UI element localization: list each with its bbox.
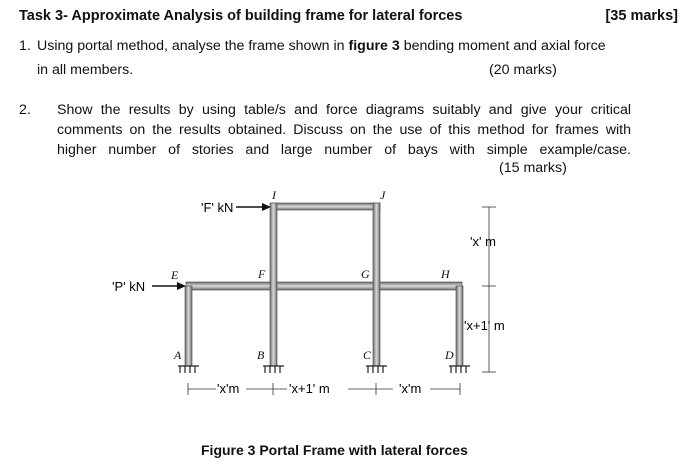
- column-a: [185, 286, 192, 366]
- dim-label-lower-height: 'x+1' m: [464, 318, 505, 333]
- dim-label-span-cd: 'x'm: [399, 381, 422, 396]
- dim-label-upper-height: 'x' m: [470, 234, 496, 249]
- load-label-p: 'P' kN: [112, 279, 146, 294]
- figure-caption: Figure 3 Portal Frame with lateral forces: [201, 442, 468, 458]
- node-label-f: F: [258, 267, 266, 281]
- dim-label-span-bc: 'x+1' m: [289, 381, 330, 396]
- column-d: [456, 286, 463, 366]
- node-label-h: H: [441, 267, 450, 281]
- support-a: [178, 366, 199, 373]
- node-label-b: B: [257, 348, 265, 362]
- question-1-text-after: bending moment and axial force: [399, 38, 606, 54]
- node-label-c: C: [363, 348, 372, 362]
- support-c: [366, 366, 387, 373]
- node-label-a: A: [174, 348, 182, 362]
- node-label-e: E: [171, 268, 179, 282]
- beam-ij: [272, 203, 380, 210]
- task-total-marks: [35 marks]: [605, 8, 678, 24]
- question-1-figure-ref: figure 3: [348, 38, 400, 54]
- question-1-text-before: Using portal method, analyse the frame shown in: [37, 38, 349, 54]
- question-1-marks: (20 marks): [489, 62, 557, 78]
- node-label-i: I: [272, 188, 276, 202]
- node-label-d: D: [445, 348, 454, 362]
- support-b: [263, 366, 284, 373]
- question-1-line-2: in all members.: [37, 62, 134, 78]
- question-2-text: Show the results by using table/s and force diagrams suitably and give your critical comments on the results obtained. Discuss on the use of this method for frames with higher number of stories and large number of bays with simple example/case.: [57, 102, 631, 158]
- load-label-f: 'F' kN: [201, 200, 234, 215]
- node-label-j: J: [380, 188, 386, 202]
- task-title: Task 3- Approximate Analysis of building frame for lateral forces: [19, 8, 463, 24]
- dim-label-span-ab: 'x'm: [217, 381, 240, 396]
- column-c: [373, 203, 380, 366]
- load-arrowhead-p: [177, 282, 186, 290]
- beam-eh: [186, 282, 462, 290]
- column-b: [270, 203, 277, 366]
- question-2-marks: (15 marks): [499, 160, 567, 176]
- load-arrowhead-f: [262, 203, 271, 211]
- node-label-g: G: [361, 267, 370, 281]
- question-1-number: 1.: [19, 38, 31, 54]
- support-d: [449, 366, 470, 373]
- question-2-number: 2.: [19, 102, 31, 118]
